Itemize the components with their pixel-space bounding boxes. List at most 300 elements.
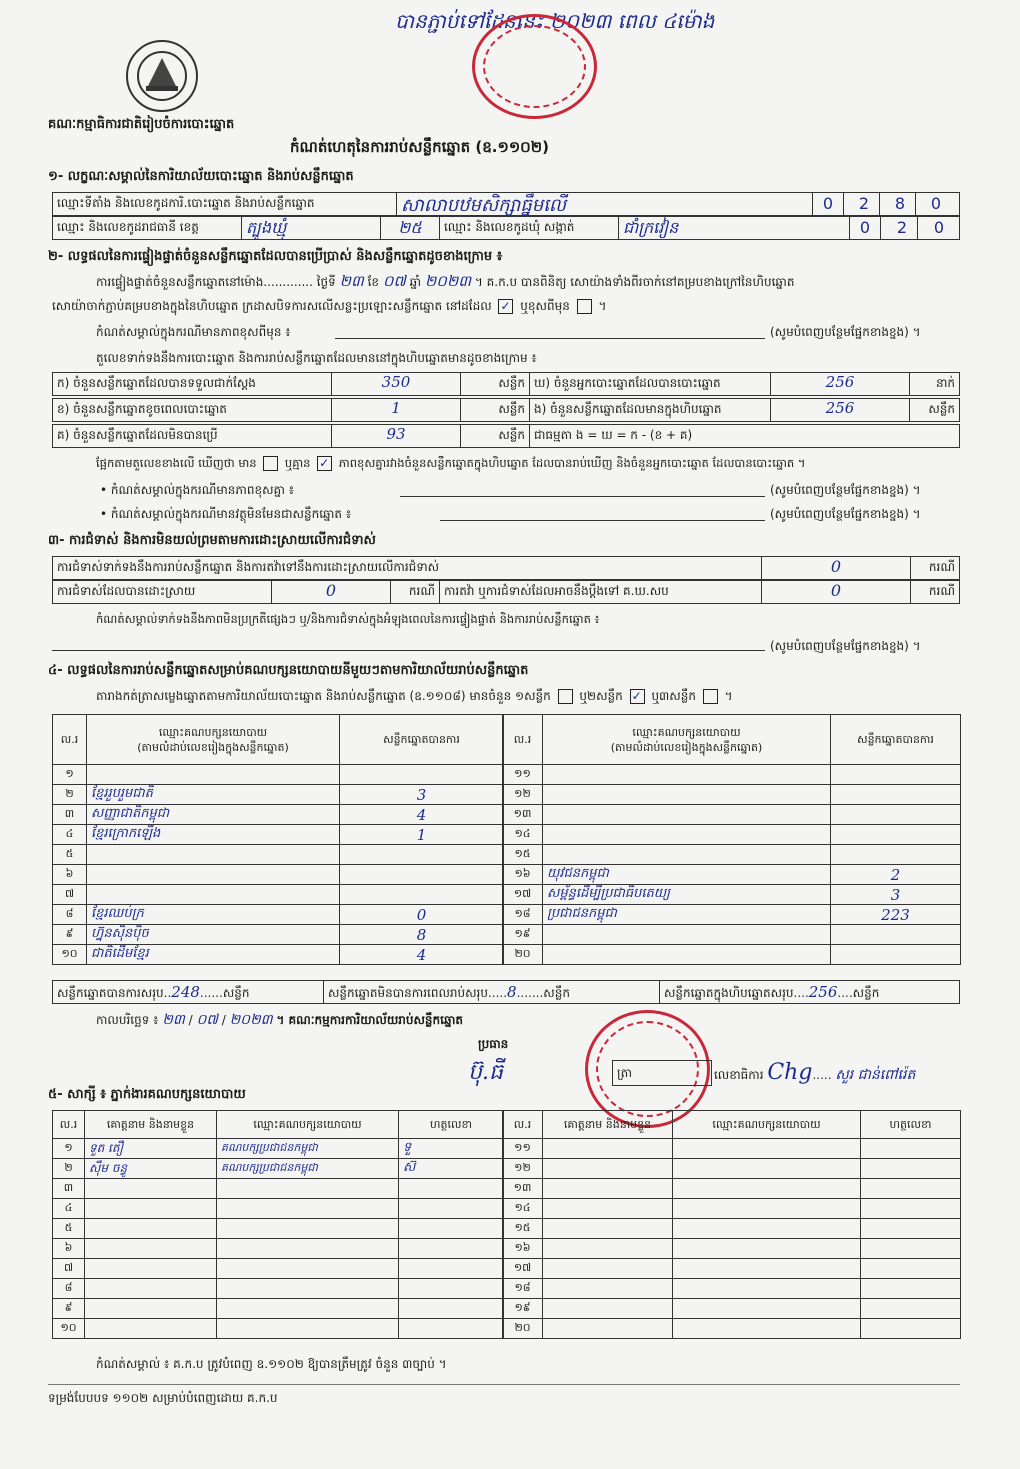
witness-row-party (673, 1239, 861, 1259)
party-row-votes (340, 885, 504, 905)
col-party-header (543, 715, 831, 765)
party-row (503, 825, 961, 845)
s3-r2-unit-b: ករណី (910, 580, 960, 604)
witness-row-name (543, 1259, 673, 1279)
party-row-no: ១៦ (503, 865, 543, 885)
party-row-votes (831, 845, 961, 865)
witness-row-name (85, 1299, 217, 1319)
party-row (503, 885, 961, 905)
party-row-name: ខ្មែរឈប់ក្រ (87, 905, 340, 925)
party-row-no: ២ (53, 785, 87, 805)
s2-bullet-1: • កំណត់សម្គាល់ក្នុងករណីមានភាពខុសគ្នា ៖ (100, 483, 295, 497)
witness-row-party (217, 1279, 399, 1299)
witness-row-no: ៨ (53, 1279, 85, 1299)
witness-row-party (217, 1199, 399, 1219)
count-kha-value: 1 (331, 398, 461, 422)
party-row-votes: 4 (340, 945, 504, 965)
witness-row-name: ស៊ឹម ចន្ធូ (85, 1159, 217, 1179)
party-row-name: សម្ព័ន្ធដើម្បីប្រជាធិបតេយ្យ (543, 885, 831, 905)
party-row-name (543, 845, 831, 865)
witness-row (503, 1179, 961, 1199)
witness-row-no: ១២ (503, 1159, 543, 1179)
party-row-name (87, 865, 340, 885)
party-row (53, 925, 504, 945)
witness-row-no: ១១ (503, 1139, 543, 1159)
witness-row-party: គណបក្សប្រជាជនកម្ពុជា (217, 1159, 399, 1179)
witness-row (503, 1139, 961, 1159)
witness-row-no: ១៧ (503, 1259, 543, 1279)
col-party-title: ឈ្មោះគណបក្សនយោបាយ (632, 725, 741, 739)
s1-row2-value: ត្បូងឃ្មុំ (241, 216, 381, 240)
party-row (53, 845, 504, 865)
s1-row1-code (812, 192, 960, 216)
party-row-name (543, 805, 831, 825)
witness-row (53, 1139, 504, 1159)
same-checkbox[interactable] (498, 299, 513, 314)
party-row-name (543, 945, 831, 965)
has-difference-checkbox[interactable] (263, 456, 278, 471)
party-row-votes: 3 (831, 885, 961, 905)
witness-row (503, 1259, 961, 1279)
witness-row-name (85, 1219, 217, 1239)
witness-row-name (85, 1239, 217, 1259)
total-invalid-value: 8 (507, 983, 517, 1001)
section-2-heading: ២- លទ្ធផលនៃការផ្ទៀងផ្ទាត់ចំនួនសន្លឹកឆ្នោតដែលបានប្រើប្រាស់ និងសន្លឹកឆ្នោតដូចខាងក្រោម ៖ (48, 249, 503, 264)
witness-row-party (673, 1279, 861, 1299)
witness-row-no: ១៣ (503, 1179, 543, 1199)
party-row-no: ១៨ (503, 905, 543, 925)
count-ko-label: គ) ចំនួនសន្លឹកឆ្នោតដែលមិនបានប្រើ (52, 424, 332, 448)
witness-row-no: ៦ (53, 1239, 85, 1259)
witness-row-party (217, 1259, 399, 1279)
count-nga-unit: សន្លឹក (909, 398, 960, 422)
witness-row (503, 1299, 961, 1319)
col-no-header: ល.រ (503, 715, 543, 765)
party-row-no: ៨ (53, 905, 87, 925)
s1-row1-value: សាលាបឋមសិក្សាធ្នឹមលើ (396, 192, 813, 216)
witness-row-signature (399, 1319, 504, 1339)
s1-row2-code (849, 216, 960, 240)
witness-row-name (85, 1199, 217, 1219)
witness-row-signature (399, 1279, 504, 1299)
party-row-votes (831, 925, 961, 945)
w-col-party: ឈ្មោះគណបក្សនយោបាយ (673, 1111, 861, 1139)
s4-date-line: កាលបរិច្ឆេទ ៖ ២៣ / ០៧ / ២០២៣ ។ គណៈកម្មការការិយាល័យរាប់សន្លឹកឆ្នោត (96, 1012, 464, 1028)
total-in-box-label: សន្លឹកឆ្នោតក្នុងហិបឆ្នោតសរុប (664, 986, 794, 1000)
committee-label: ។ គណៈកម្មការការិយាល័យរាប់សន្លឹកឆ្នោត (276, 1013, 464, 1027)
party-row-no: ១ (53, 765, 87, 785)
count-gha-unit: នាក់ (909, 372, 960, 396)
witness-row-name (543, 1279, 673, 1299)
count-gha-value: 256 (770, 372, 910, 396)
party-row (503, 945, 961, 965)
s3-note-tail: (សូមបំពេញបន្ថែមផ្នែកខាងខ្នង) ។ (770, 639, 921, 653)
s2-line3 (96, 324, 291, 342)
party-results-table-right (502, 714, 961, 965)
s2-bullet-2-tail: (សូមបំពេញបន្ថែមផ្នែកខាងខ្នង) ។ (770, 507, 921, 521)
s2-p2b: ឬខុសពីមុន (520, 299, 570, 313)
section-1-heading: ១- លក្ខណៈសម្គាល់នៃការិយាល័យបោះឆ្នោត និងរាប់សន្លឹកឆ្នោត (48, 169, 354, 184)
witness-row-no: ១៤ (503, 1199, 543, 1219)
w-col-no: ល.រ (503, 1111, 543, 1139)
w-col-name: គោត្តនាម និងនាមខ្លួន (543, 1111, 673, 1139)
s2-p3: កំណត់សម្គាល់ក្នុងករណីមានភាពខុសពីមុន ៖ (96, 325, 291, 339)
commission-name: គណៈកម្មាធិការជាតិរៀបចំការបោះឆ្នោត (48, 117, 235, 132)
section-3-heading: ៣- ការជំទាស់ និងការមិនយល់ព្រមតាមការដោះស្រាយលើការជំទាស់ (48, 533, 376, 548)
witness-row-party (673, 1179, 861, 1199)
s3-r2-label-b: ការតវ៉ា ឬការជំទាស់ដែលអាចនឹងប្តឹងទៅ គ.ឃ.សប (439, 580, 762, 604)
s2-year: ២០២៣ (424, 272, 472, 290)
code-digit: 2 (887, 217, 918, 239)
chair-signature: ប៊ុ.ធី (468, 1060, 503, 1085)
witness-row-signature (861, 1219, 961, 1239)
witness-row-name (543, 1219, 673, 1239)
seal-box: ត្រា (612, 1060, 712, 1086)
secretary-line: លេខាធិការ Chg..... សួរ ជាន់ពៅរ៉េត (714, 1060, 916, 1085)
s2-p5b: ឬគ្មាន (284, 456, 311, 470)
witness-row-party (673, 1259, 861, 1279)
witness-row (53, 1259, 504, 1279)
party-row-votes: 8 (340, 925, 504, 945)
witness-row-signature (861, 1319, 961, 1339)
w-col-no: ល.រ (53, 1111, 85, 1139)
footer-form-note: ទម្រង់បែបបទ ១១០២ សម្រាប់បំពេញដោយ គ.ក.ប (48, 1391, 278, 1405)
witness-row-signature (399, 1199, 504, 1219)
party-row (503, 925, 961, 945)
witness-row-name (543, 1239, 673, 1259)
party-row-name: យុវជនកម្ពុជា (543, 865, 831, 885)
count-ko-value: 93 (331, 424, 461, 448)
s3-r2-value: 0 (271, 580, 391, 604)
w-col-party: ឈ្មោះគណបក្សនយោបាយ (217, 1111, 399, 1139)
count-ka-value: 350 (331, 372, 461, 396)
party-row-name (543, 825, 831, 845)
witness-row-party (673, 1139, 861, 1159)
witness-row (503, 1239, 961, 1259)
witness-row (503, 1319, 961, 1339)
total-in-box-unit: សន្លឹក (852, 986, 880, 1000)
total-in-box-value: 256 (808, 983, 838, 1001)
witness-row-party (673, 1199, 861, 1219)
count-formula: ជាធម្មតា ង = ឃ = ក - (ខ + គ) (529, 424, 960, 448)
s3-note: កំណត់សម្គាល់ទាក់ទងនឹងភាពមិនប្រក្រតីផ្សេងៗ ឬ/និងការជំទាស់ក្នុងអំឡុងពេលនៃការផ្ទៀងផ្ទាត់ និងការរាប់សន្លឹកឆ្នោត ៖ (96, 612, 600, 626)
party-row (503, 845, 961, 865)
party-row-name: ប្រជាជនកម្ពុជា (543, 905, 831, 925)
s2-p5c: ភាពខុសគ្នារវាងចំនួនសន្លឹកឆ្នោតក្នុងហិបឆ្នោត ដែលបានរាប់ឃើញ និងចំនួនអ្នកបោះឆ្នោត ដែលបានបោះឆ្នោត ។ (338, 456, 806, 470)
w-col-sig: ហត្ថលេខា (399, 1111, 504, 1139)
s2-p4: តួលេខទាក់ទងនឹងការបោះឆ្នោត និងការរាប់សន្លឹកឆ្នោតដែលមាននៅក្នុងហិបឆ្នោតមានដូចខាងក្រោម ៖ (96, 351, 537, 365)
s1-row2-code-a: ២៥ (380, 216, 440, 240)
party-row-votes (340, 865, 504, 885)
witness-row-signature (399, 1259, 504, 1279)
party-row-no: ១១ (503, 765, 543, 785)
party-row-name (87, 885, 340, 905)
s2-p2a: សោយ៉ាចាក់ភ្ជាប់គម្របខាងក្នុងនៃហិបឆ្នោត ក្រដាសបិទការសលើសន្លះប្រឡោះសន្លឹកឆ្នោត នៅដដែល (52, 299, 492, 313)
s2-bullet-1-tail: (សូមបំពេញបន្ថែមផ្នែកខាងខ្នង) ។ (770, 483, 921, 497)
party-row-name (543, 925, 831, 945)
witness-row-signature (861, 1199, 961, 1219)
s2-year-label: ឆ្នាំ (409, 275, 422, 289)
party-row-name: ជាតិដើមខ្មែរ (87, 945, 340, 965)
s4-intro-c: ឬ៣សន្លឹក (651, 689, 696, 703)
col-votes-header: សន្លឹកឆ្នោតបានការ (340, 715, 504, 765)
code-digit: 0 (850, 217, 881, 239)
witness-row-signature (399, 1219, 504, 1239)
witness-row-signature (861, 1179, 961, 1199)
party-row (503, 785, 961, 805)
party-row-no: ៤ (53, 825, 87, 845)
s1-row2-label-b: ឈ្មោះ និងលេខកូដឃុំ សង្កាត់ (439, 216, 619, 240)
party-row-votes (831, 805, 961, 825)
witness-row (53, 1199, 504, 1219)
party-row-name (87, 845, 340, 865)
s3-r1-value: 0 (761, 556, 911, 580)
party-row-name: ខ្មែររួបរួមជាតិ (87, 785, 340, 805)
witness-row-no: ២ (53, 1159, 85, 1179)
party-row-votes (831, 945, 961, 965)
count-nga-label: ង) ចំនួនសន្លឹកឆ្នោតដែលមានក្នុងហិបឆ្នោត (529, 398, 771, 422)
party-row-name (543, 785, 831, 805)
s2-p1a: ការផ្ទៀងផ្ទាត់ចំនួនសន្លឹកឆ្នោតនៅម៉ោង............. ថ្ងៃទី (96, 275, 336, 289)
code-digit: 2 (849, 193, 880, 215)
count-ko-unit: សន្លឹក (460, 424, 530, 448)
party-row-name: ហ្វ៊ុនស៊ិនប៉ិច (87, 925, 340, 945)
witness-row-party (217, 1239, 399, 1259)
party-row-votes: 1 (340, 825, 504, 845)
party-row-votes (831, 825, 961, 845)
witness-row (53, 1279, 504, 1299)
witness-row-no: ៧ (53, 1259, 85, 1279)
party-row (503, 805, 961, 825)
witness-row-name: ទួត តឿ (85, 1139, 217, 1159)
total-invalid: សន្លឹកឆ្នោតមិនបានការពេលរាប់សរុប.....8.......សន្លឹក (323, 980, 660, 1004)
emblem-logo (126, 40, 198, 112)
party-row-votes: 3 (340, 785, 504, 805)
section-5-heading: ៥- សាក្សី ៖ ភ្នាក់ងារគណបក្សនយោបាយ (48, 1087, 246, 1102)
party-row (53, 945, 504, 965)
witness-row-no: ៤ (53, 1199, 85, 1219)
witness-row-name (543, 1139, 673, 1159)
party-row-votes (340, 845, 504, 865)
code-digit: 8 (885, 193, 916, 215)
col-no-header: ល.រ (53, 715, 87, 765)
witness-row (503, 1279, 961, 1299)
s1-row2-label: ឈ្មោះ និងលេខកូដរាជធានី ខេត្ត (52, 216, 242, 240)
witness-row-name (543, 1179, 673, 1199)
party-results-table-left (52, 714, 504, 965)
s2-day: ២៣ (339, 272, 364, 290)
party-row-no: ១២ (503, 785, 543, 805)
party-row-name (87, 765, 340, 785)
party-row (53, 885, 504, 905)
witness-row-party (217, 1219, 399, 1239)
party-row (53, 805, 504, 825)
party-row-name (543, 765, 831, 785)
witness-row (53, 1319, 504, 1339)
party-row (503, 765, 961, 785)
party-row-votes: 223 (831, 905, 961, 925)
three-sheets-checkbox[interactable] (703, 689, 718, 704)
witness-row (53, 1219, 504, 1239)
s2-p1b: ។ គ.ក.ប បានពិនិត្យ សោយ៉ាងទាំងពីរចាក់នៅគម្របខាងក្រៅនៃហិបឆ្នោត (474, 275, 795, 289)
witness-row-no: ២០ (503, 1319, 543, 1339)
witness-row-party (673, 1159, 861, 1179)
witness-row-name (85, 1179, 217, 1199)
s2-month-label: ខែ (367, 275, 380, 289)
party-row-no: ៦ (53, 865, 87, 885)
party-row-no: ១០ (53, 945, 87, 965)
total-valid: សន្លឹកឆ្នោតបានការសរុប..248......សន្លឹក (52, 980, 324, 1004)
witness-row-name (543, 1299, 673, 1319)
s1-row2-value-b: ជាំក្រវៀន (618, 216, 850, 240)
party-row (53, 785, 504, 805)
party-row (53, 825, 504, 845)
witness-row-no: ៩ (53, 1299, 85, 1319)
party-row-votes (340, 765, 504, 785)
party-row-no: ១៤ (503, 825, 543, 845)
date-year: ២០២៣ (229, 1012, 273, 1028)
party-row-votes (831, 765, 961, 785)
party-row-votes: 0 (340, 905, 504, 925)
witness-row-party (673, 1299, 861, 1319)
col-party-sub: (តាមលំដាប់លេខរៀងក្នុងសន្លឹកឆ្នោត) (137, 740, 289, 754)
witness-row-no: ១៨ (503, 1279, 543, 1299)
witness-table-right (502, 1110, 961, 1339)
witness-row-no: ៥ (53, 1219, 85, 1239)
s3-r2-unit: ករណី (390, 580, 440, 604)
col-party-sub: (តាមលំដាប់លេខរៀងក្នុងសន្លឹកឆ្នោត) (610, 740, 763, 754)
witness-row-no: ១៥ (503, 1219, 543, 1239)
party-row (503, 865, 961, 885)
witness-row-no: ១០ (53, 1319, 85, 1339)
party-row (53, 905, 504, 925)
section-4-heading: ៤- លទ្ធផលនៃការរាប់សន្លឹកឆ្នោតសម្រាប់គណបក្សនយោបាយនីមួយៗតាមការិយាល័យរាប់សន្លឹកឆ្នោត (48, 663, 529, 678)
date-day: ២៣ (162, 1012, 185, 1028)
witness-row-no: ១ (53, 1139, 85, 1159)
different-checkbox[interactable] (577, 299, 592, 314)
code-digit: 0 (933, 218, 945, 237)
total-invalid-label: សន្លឹកឆ្នោតមិនបានការពេលរាប់សរុប (328, 986, 488, 1000)
witness-row-signature (861, 1159, 961, 1179)
witness-table-left (52, 1110, 504, 1339)
count-kha-label: ខ) ចំនួនសន្លឹកឆ្នោតខូចពេលបោះឆ្នោត (52, 398, 332, 422)
secretary-label: លេខាធិការ (714, 1068, 764, 1082)
emblem-icon (128, 42, 196, 110)
s2-line2: សោយ៉ាចាក់ភ្ជាប់គម្របខាងក្នុងនៃហិបឆ្នោត ក្រដាសបិទការសលើសន្លះប្រឡោះសន្លឹកឆ្នោត នៅដដែល ✓ ឬខុសពីមុន ។ (52, 298, 606, 316)
witness-row-signature (861, 1239, 961, 1259)
total-in-box: សន្លឹកឆ្នោតក្នុងហិបឆ្នោតសរុប....256....សន្លឹក (659, 980, 960, 1004)
witness-row-name (543, 1199, 673, 1219)
count-gha-label: ឃ) ចំនួនអ្នកបោះឆ្នោតដែលបានបោះឆ្នោត (529, 372, 771, 396)
secretary-name: សួរ ជាន់ពៅរ៉េត (835, 1067, 916, 1083)
s2-month: ០៧ (382, 272, 406, 290)
s3-r2-value-b: 0 (761, 580, 911, 604)
party-row-name: ខ្មែរក្រោកឡើង (87, 825, 340, 845)
witness-row-signature (399, 1179, 504, 1199)
witness-row-name (85, 1259, 217, 1279)
witness-row-signature (861, 1259, 961, 1279)
witness-row-signature (861, 1139, 961, 1159)
witness-row-party (673, 1219, 861, 1239)
party-row-no: ១៣ (503, 805, 543, 825)
party-row-no: ១៥ (503, 845, 543, 865)
party-row-votes (831, 785, 961, 805)
witness-row (503, 1199, 961, 1219)
count-ka-unit: សន្លឹក (460, 372, 530, 396)
witness-row-no: ១៦ (503, 1239, 543, 1259)
party-row (53, 865, 504, 885)
party-row-no: ១៩ (503, 925, 543, 945)
party-row-votes: 4 (340, 805, 504, 825)
count-nga-value: 256 (770, 398, 910, 422)
form-title: កំណត់ហេតុនៃការរាប់សន្លឹកឆ្នោត (ឧ.១១០២) (290, 138, 550, 156)
witness-row (503, 1219, 961, 1239)
witness-row-signature (861, 1299, 961, 1319)
date-label: កាលបរិច្ឆេទ ៖ (96, 1013, 159, 1027)
top-handwritten-note: បានភ្ជាប់ទៅដែននេះ ២០២៣ ពេល ៤ម៉ោង (395, 9, 715, 33)
count-kha-unit: សន្លឹក (460, 398, 530, 422)
witness-row (53, 1159, 504, 1179)
code-digit: 0 (930, 194, 942, 213)
party-row-no: ៥ (53, 845, 87, 865)
secretary-signature: Chg (767, 1060, 813, 1085)
witness-row-no: ៣ (53, 1179, 85, 1199)
party-row-no: ២០ (503, 945, 543, 965)
s1-row1-label: ឈ្មោះទីតាំង និងលេខកូដការិ.បោះឆ្នោត និងរាប់សន្លឹកឆ្នោត (52, 192, 397, 216)
no-difference-checkbox[interactable] (317, 456, 332, 471)
col-party-title: ឈ្មោះគណបក្សនយោបាយ (158, 725, 268, 739)
code-digit: 0 (813, 193, 844, 215)
party-row-no: ៩ (53, 925, 87, 945)
one-sheet-checkbox[interactable] (558, 689, 573, 704)
witness-row (53, 1179, 504, 1199)
col-votes-header: សន្លឹកឆ្នោតបានការ (831, 715, 961, 765)
witness-row (53, 1299, 504, 1319)
witness-row-signature (861, 1279, 961, 1299)
col-party-header (87, 715, 340, 765)
count-ka-label: ក) ចំនួនសន្លឹកឆ្នោតដែលបានទទួលជាក់ស្តែង (52, 372, 332, 396)
s2-line1 (96, 272, 794, 294)
witness-row (503, 1159, 961, 1179)
s4-intro-a: តារាងកត់ត្រាសម្លេងឆ្នោតតាមការិយាល័យបោះឆ្នោត និងរាប់សន្លឹកឆ្នោត (ឧ.១១០៨) មានចំនួន ១សន្លឹក (96, 689, 551, 703)
witness-row-party (217, 1319, 399, 1339)
party-row (503, 905, 961, 925)
witness-row-party (673, 1319, 861, 1339)
s4-intro-b: ឬ២សន្លឹក (579, 689, 623, 703)
witness-row-name (543, 1159, 673, 1179)
w-col-name: គោត្តនាម និងនាមខ្លួន (85, 1111, 217, 1139)
party-row-no: ១៧ (503, 885, 543, 905)
party-row-votes: 2 (831, 865, 961, 885)
witness-row-name (85, 1319, 217, 1339)
s3-r2-label: ការជំទាស់ដែលបានដោះស្រាយ (52, 580, 272, 604)
witness-row-signature (399, 1239, 504, 1259)
party-row-no: ៧ (53, 885, 87, 905)
party-row-no: ៣ (53, 805, 87, 825)
witness-row-name (85, 1279, 217, 1299)
s3-r1-unit: ករណី (910, 556, 960, 580)
top-seal (472, 14, 597, 119)
s5-note: កំណត់សម្គាល់ ៖ គ.ក.ប ត្រូវបំពេញ ឧ.១១០២ ឱ្យបានត្រឹមត្រូវ ចំនួន ៣ច្បាប់ ។ (96, 1357, 447, 1371)
witness-row-no: ១៩ (503, 1299, 543, 1319)
party-row-name: សញ្ញាជាតិកម្ពុជា (87, 805, 340, 825)
witness-row-signature: ទួ (399, 1139, 504, 1159)
s2-p3-tail: (សូមបំពេញបន្ថែមផ្នែកខាងខ្នង) ។ (770, 325, 921, 339)
s2-p5a: ផ្អែកតាមតួលេខខាងលើ ឃើញថា មាន (96, 456, 257, 470)
two-sheets-checkbox[interactable] (630, 689, 645, 704)
s3-r1-label: ការជំទាស់ទាក់ទងនឹងការរាប់សន្លឹកឆ្នោត និងការតវ៉ាទៅនឹងការដោះស្រាយលើការជំទាស់ (52, 556, 762, 580)
witness-row (53, 1239, 504, 1259)
